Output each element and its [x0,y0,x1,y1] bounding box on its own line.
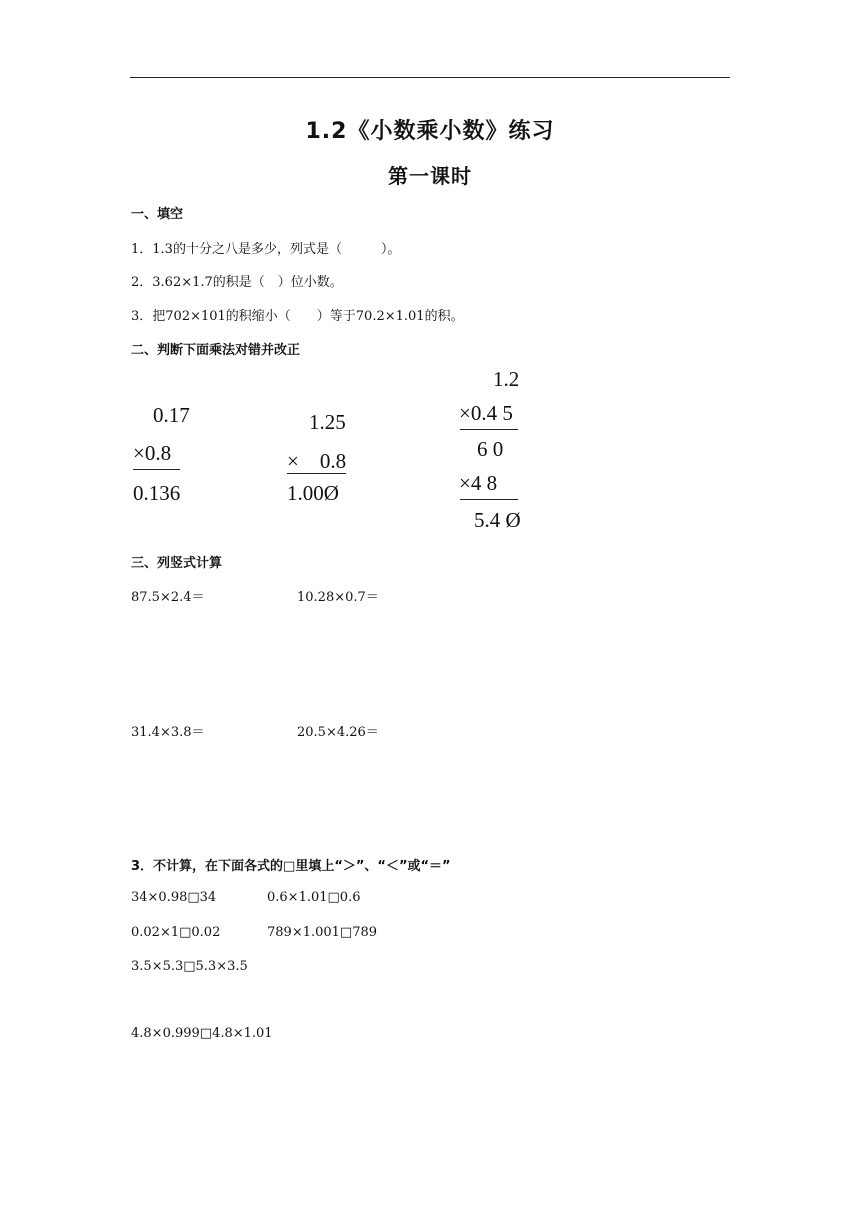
compare-row2-left: 0.02×1□0.02 [131,925,221,940]
compare-row4: 4.8×0.999□4.8×1.01 [131,1026,273,1041]
calc3-rule-2 [460,499,518,500]
calc3-rule-1 [460,429,518,430]
calc1-result: 0.136 [133,481,181,505]
calc3-multiplier: ×0.4 5 [459,401,513,425]
expression-2: 10.28×0.7＝ [297,590,379,605]
page-subtitle: 第一课时 [388,164,472,188]
question-3: 3．把702×101的积缩小（ ）等于70.2×1.01的积。 [131,309,464,324]
expression-4: 20.5×4.26＝ [297,725,379,740]
calc1-top: 0.17 [153,403,190,427]
calc2-result: 1.00Ø [287,481,339,505]
calc3-top: 1.2 [493,367,520,391]
compare-row1-right: 0.6×1.01□0.6 [267,890,361,905]
expression-1: 87.5×2.4＝ [131,590,205,605]
compare-row3: 3.5×5.3□5.3×3.5 [131,959,248,974]
question-2: 2．3.62×1.7的积是（ ）位小数。 [131,275,343,290]
question-1: 1．1.3的十分之八是多少，列式是（ ）。 [131,242,401,257]
page-title: 1.2《小数乘小数》练习 [305,119,555,144]
section-compare-heading: 3．不计算，在下面各式的□里填上“＞”、“＜”或“＝” [131,859,451,874]
calc1-multiplier: ×0.8 [133,441,172,465]
expression-3: 31.4×3.8＝ [131,725,205,740]
calc1-rule [133,469,180,470]
section-fill-blank-heading: 一、填空 [131,207,184,222]
calc3-result: 5.4 Ø [474,508,521,532]
section-vertical-calc-heading: 三、列竖式计算 [131,556,223,571]
calc2-rule [287,473,346,474]
calc3-partial-2: ×4 8 [459,471,498,495]
calc2-top: 1.25 [309,410,346,434]
calc3-partial-1: 6 0 [477,437,504,461]
calc2-multiplier: × 0.8 [287,449,347,473]
section-judge-heading: 二、判断下面乘法对错并改正 [131,343,301,358]
compare-row1-left: 34×0.98□34 [131,890,217,905]
header-rule [130,77,730,78]
compare-row2-right: 789×1.001□789 [267,925,378,940]
